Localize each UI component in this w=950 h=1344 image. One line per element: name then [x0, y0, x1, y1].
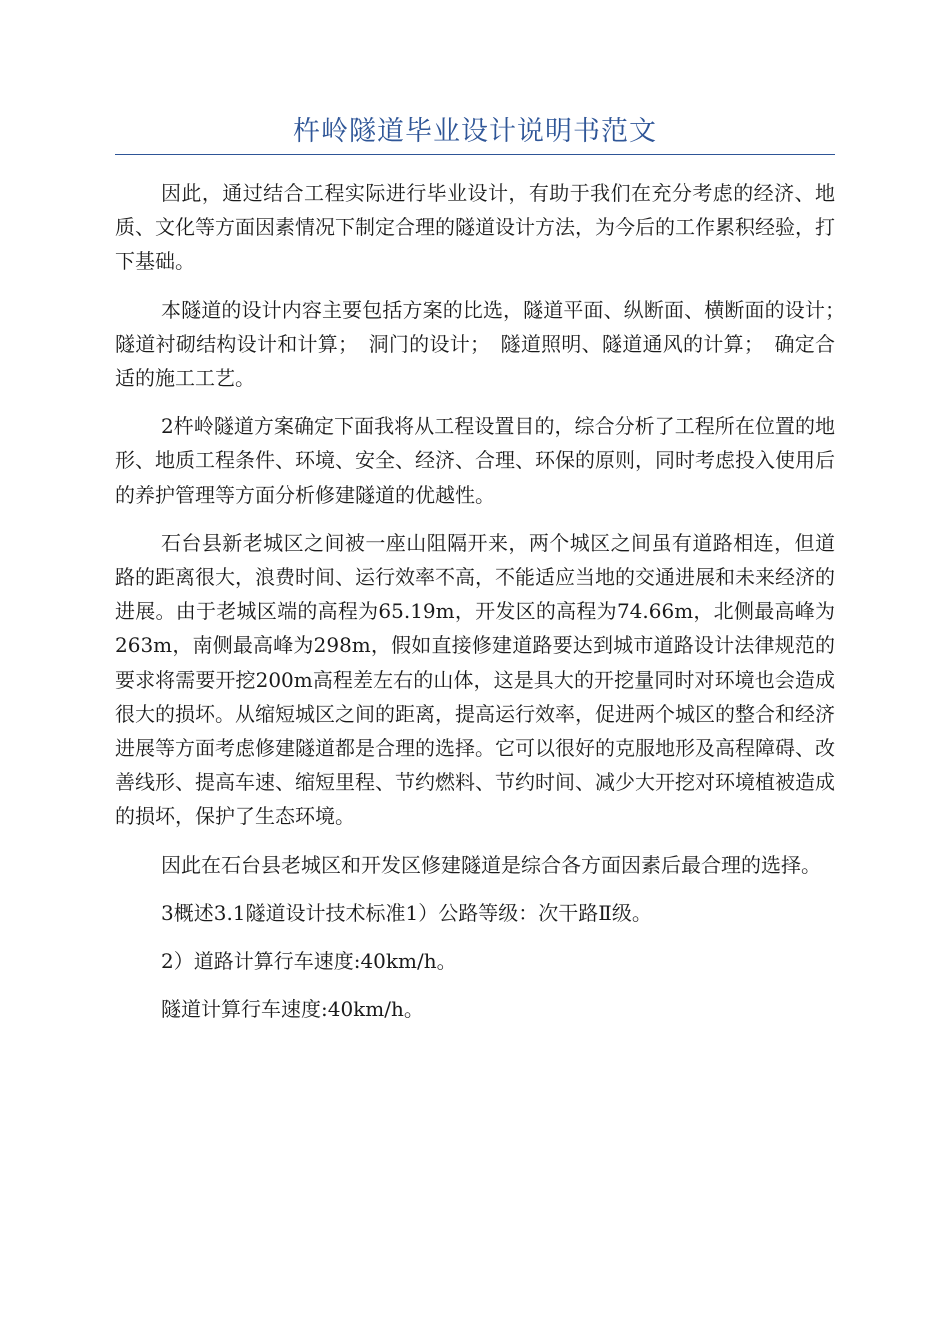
paragraph-3: 2杵岭隧道方案确定下面我将从工程设置目的，综合分析了工程所在位置的地形、地质工程条件、环境、安全、经济、合理、环保的原则，同时考虑投入使用后的养护管理等方面分析修建隧道的优越性。 — [115, 414, 835, 507]
paragraph-1: 因此，通过结合工程实际进行毕业设计，有助于我们在充分考虑的经济、地质、文化等方面因素情况下制定合理的隧道设计方法，为今后的工作累积经验，打下基础。 — [115, 181, 835, 274]
paragraph-7: 2）道路计算行车速度:40km/h。 — [161, 949, 457, 974]
document-title: 杵岭隧道毕业设计说明书范文 — [293, 116, 657, 147]
title-underline — [115, 154, 835, 155]
paragraph-6: 3概述3.1隧道设计技术标准1）公路等级：次干路Ⅱ级。 — [161, 900, 652, 925]
paragraph-5: 因此在石台县老城区和开发区修建隧道是综合各方面因素后最合理的选择。 — [161, 852, 821, 877]
paragraph-4: 石台县新老城区之间被一座山阻隔开来，两个城区之间虽有道路相连，但道路的距离很大，浪费时间、运行效率不高，不能适应当地的交通进展和未来经济的进展。由于老城区端的高程为65.19m，开发区的高程为74.66m，北侧最高峰为263m，南侧最高峰为298m，假如直接修建道路要达到城市道路设计法律规范的要求将需要开挖200m高程差左右的山体，这是具大的开挖量同时对环境也会造成很大的损坏。从缩短城区之间的距离，提高运行效率，促进两个城区的整合和经济进展等方面考虑修建隧道都是合理的选择。它可以很好的克服地形及高程障碍、改善线形、提高车速、缩短里程、节约燃料、节约时间、减少大开挖对环境植被造成的损坏，保护了生态环境。 — [115, 530, 835, 829]
document-body — [115, 176, 855, 1040]
paragraph-2: 本隧道的设计内容主要包括方案的比选，隧道平面、纵断面、横断面的设计； 隧道衬砌结构设计和计算； 洞门的设计； 隧道照明、隧道通风的计算； 确定合适的施工工艺。 — [115, 297, 855, 391]
paragraph-8: 隧道计算行车速度:40km/h。 — [161, 997, 424, 1022]
